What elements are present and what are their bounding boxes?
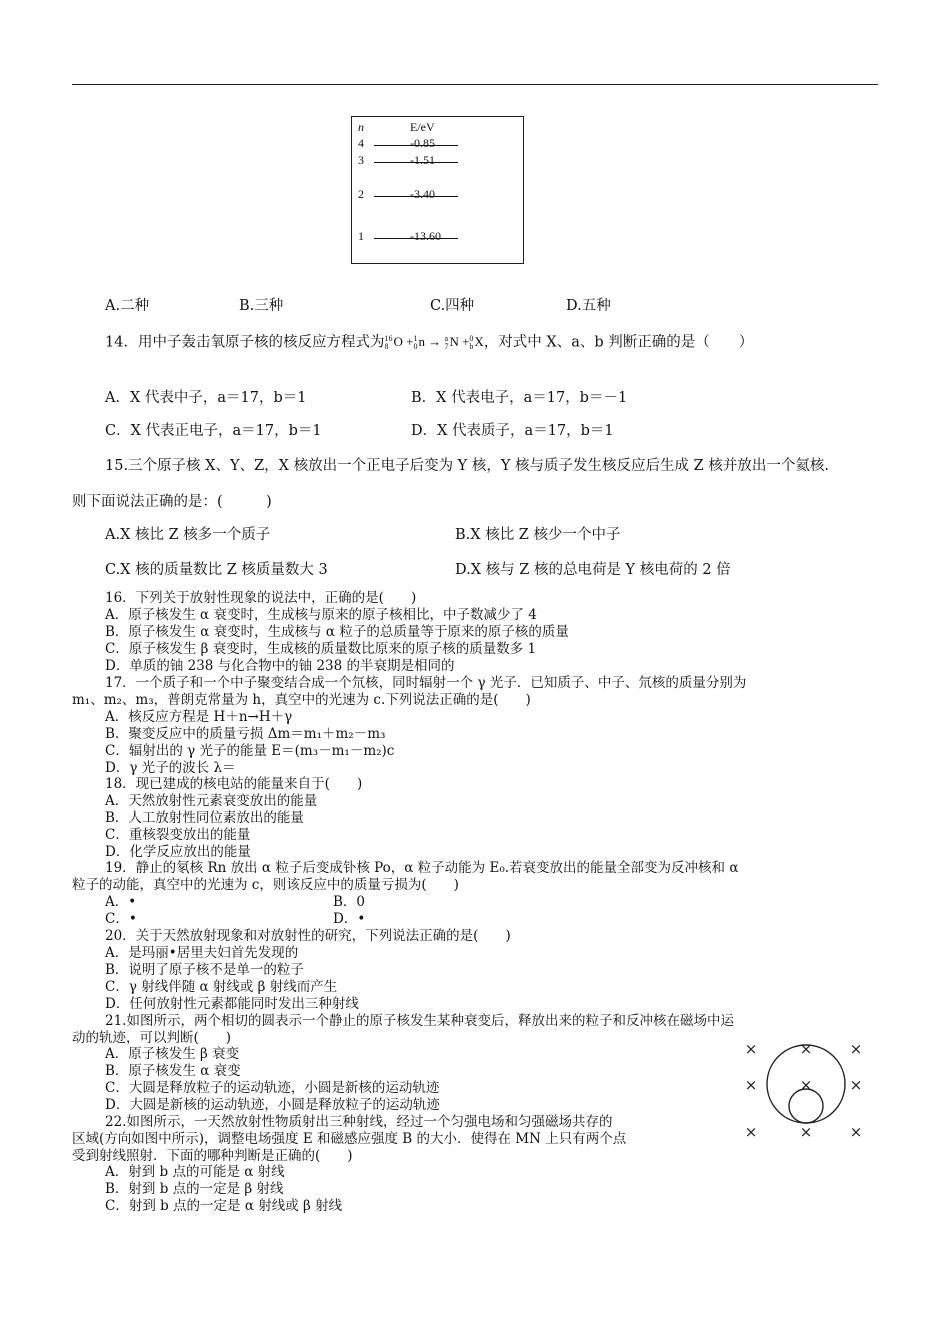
x-nuclide: 0 b	[469, 334, 474, 352]
q17-stem-1: 17．一个质子和一个中子聚变结合成一个氘核，同时辐射一个 γ 光子．已知质子、中子、氘核的质量分别为	[105, 675, 747, 691]
field-mark: ×	[744, 1123, 758, 1141]
tangent-circles-figure	[738, 1034, 870, 1142]
q22-option-a: A．射到 b 点的可能是 α 射线	[105, 1164, 285, 1180]
energy-axis-label: E/eV	[410, 120, 435, 134]
field-mark: ×	[849, 1040, 863, 1058]
q20-option-d: D．任何放射性元素都能同时发出三种射线	[105, 996, 359, 1012]
level-e2: -3.40	[410, 187, 435, 201]
q19-option-d: D．•	[333, 911, 366, 927]
q19-option-b: B．0	[333, 894, 366, 910]
q18-option-c: C．重核裂变放出的能量	[105, 827, 251, 843]
q14-stem-tail: ，对式中 X、a、b 判断正确的是（ ）	[483, 334, 754, 351]
level-e3: -1.51	[410, 153, 435, 167]
q21-option-a: A．原子核发生 β 衰变	[105, 1046, 240, 1062]
q17-option-c: C．辐射出的 γ 光子的能量 E＝(m₃－m₁－m₂)c	[105, 743, 395, 759]
q15-stem-1: 15.三个原子核 X、Y、Z，X 核放出一个正电子后变为 Y 核，Y 核与质子发生核反应后生成 Z 核并放出一个氦核.	[105, 458, 829, 474]
q21-option-d: D．大圆是新核的运动轨迹，小圆是释放粒子的运动轨迹	[105, 1097, 440, 1113]
small-circle-track	[789, 1089, 823, 1123]
q22-stem-2: 区域(方向如图中所示)，调整电场强度 E 和磁感应强度 B 的大小．使得在 MN 上只有两个点	[72, 1131, 627, 1147]
q19-option-c: C．•	[105, 911, 137, 927]
n-axis-label: n	[358, 120, 364, 134]
field-mark: ×	[849, 1123, 863, 1141]
q17-option-a: A．核反应方程是 H＋n→H＋γ	[105, 709, 293, 725]
q14-stem-text: 14．用中子轰击氧原子核的核反应方程式为	[105, 334, 385, 351]
field-mark: ×	[849, 1076, 863, 1094]
q15-option-c: C.X 核的质量数比 Z 核质量数大 3	[105, 562, 328, 578]
q16-option-d: D．单质的铀 238 与化合物中的铀 238 的半衰期是相同的	[105, 658, 455, 674]
level-e4: -0.85	[410, 136, 435, 150]
n-nuclide: a 7	[444, 334, 449, 352]
q22-option-b: B．射到 b 点的一定是 β 射线	[105, 1181, 284, 1197]
field-mark: ×	[799, 1076, 813, 1094]
q15-stem-2: 则下面说法正确的是：( )	[72, 494, 272, 510]
field-mark: ×	[744, 1076, 758, 1094]
q17-stem-2: m₁、m₂、m₃，普朗克常量为 h，真空中的光速为 c.下列说法正确的是( )	[72, 692, 531, 708]
q14-stem	[105, 334, 753, 351]
q20-option-b: B．说明了原子核不是单一的粒子	[105, 962, 304, 978]
q20-option-c: C．γ 射线伴随 α 射线或 β 射线而产生	[105, 979, 338, 995]
field-mark: ×	[799, 1123, 813, 1141]
field-mark: ×	[799, 1040, 813, 1058]
q19-stem-1: 19．静止的氡核 Rn 放出 α 粒子后变成钋核 Po，α 粒子动能为 E₀.若衰变放出的能量全部变为反冲核和 α	[105, 860, 739, 876]
q22-stem-3: 受到射线照射．下面的哪种判断是正确的( )	[72, 1148, 353, 1164]
level-n2: 2	[358, 187, 364, 201]
q21-option-b: B．原子核发生 α 衰变	[105, 1063, 241, 1079]
q17-option-d: D．γ 光子的波长 λ＝	[105, 760, 236, 776]
q14-option-a: A．X 代表中子，a＝17，b＝1	[105, 390, 307, 406]
q14-option-c: C．X 代表正电子，a＝17，b＝1	[105, 423, 322, 439]
q21-stem-1: 21.如图所示，两个相切的圆表示一个静止的原子核发生某种衰变后，释放出来的粒子和反冲核在磁场中运	[105, 1013, 734, 1029]
q15-option-b: B.X 核比 Z 核少一个中子	[455, 527, 621, 543]
q18-option-b: B．人工放射性同位素放出的能量	[105, 810, 304, 826]
q22-stem-1: 22.如图所示，一天然放射性物质射出三种射线，经过一个匀强电场和匀强磁场共存的	[105, 1114, 613, 1130]
q15-option-d: D.X 核与 Z 核的总电荷是 Y 核电荷的 2 倍	[455, 562, 731, 578]
q21-stem-2: 动的轨迹，可以判断( )	[72, 1030, 232, 1046]
q16-option-a: A．原子核发生 α 衰变时，生成核与原来的原子核相比，中子数减少了 4	[105, 607, 537, 623]
q14-equation: 16 8 O + 1 0 n → a 7 N + 0 b X	[384, 334, 484, 352]
q13-option-d: D.五种	[566, 298, 611, 314]
q19-option-a: A．•	[105, 894, 137, 910]
q17-option-b: B．聚变反应中的质量亏损 Δm＝m₁＋m₂－m₃	[105, 726, 386, 742]
q13-option-b: B.三种	[239, 298, 284, 314]
q19-stem-2: 粒子的动能，真空中的光速为 c，则该反应中的质量亏损为( )	[72, 877, 459, 893]
header-rule	[72, 84, 878, 85]
q18-option-a: A．天然放射性元素衰变放出的能量	[105, 793, 318, 809]
q20-stem: 20．关于天然放射现象和对放射性的研究，下列说法正确的是( )	[105, 928, 511, 944]
q16-option-c: C．原子核发生 β 衰变时，生成核的质量数比原来的原子核的质量数多 1	[105, 641, 537, 657]
q13-option-a: A.二种	[105, 298, 150, 314]
q16-stem: 16．下列关于放射性现象的说法中，正确的是( )	[105, 590, 417, 606]
neutron-nuclide: 1 0	[413, 334, 418, 352]
q21-figure	[738, 1034, 870, 1142]
q22-option-c: C．射到 b 点的一定是 α 射线或 β 射线	[105, 1198, 343, 1214]
q21-option-c: C．大圆是释放粒子的运动轨迹，小圆是新核的运动轨迹	[105, 1080, 440, 1096]
q16-option-b: B．原子核发生 α 衰变时，生成核与 α 粒子的总质量等于原来的原子核的质量	[105, 624, 569, 640]
field-mark: ×	[744, 1040, 758, 1058]
q15-option-a: A.X 核比 Z 核多一个质子	[105, 527, 271, 543]
level-n1: 1	[358, 229, 364, 243]
level-n4: 4	[358, 136, 364, 150]
q14-option-b: B．X 代表电子，a＝17，b＝－1	[411, 390, 628, 406]
o-nuclide: 16 8	[384, 334, 393, 352]
energy-level-diagram	[351, 116, 524, 264]
level-e1: -13.60	[410, 229, 441, 243]
q14-option-d: D．X 代表质子，a＝17，b＝1	[411, 423, 614, 439]
q13-option-c: C.四种	[430, 298, 475, 314]
level-n3: 3	[358, 153, 364, 167]
q18-option-d: D．化学反应放出的能量	[105, 844, 251, 860]
q18-stem: 18．现已建成的核电站的能量来自于( )	[105, 776, 363, 792]
q20-option-a: A．是玛丽•居里夫妇首先发现的	[105, 945, 299, 961]
